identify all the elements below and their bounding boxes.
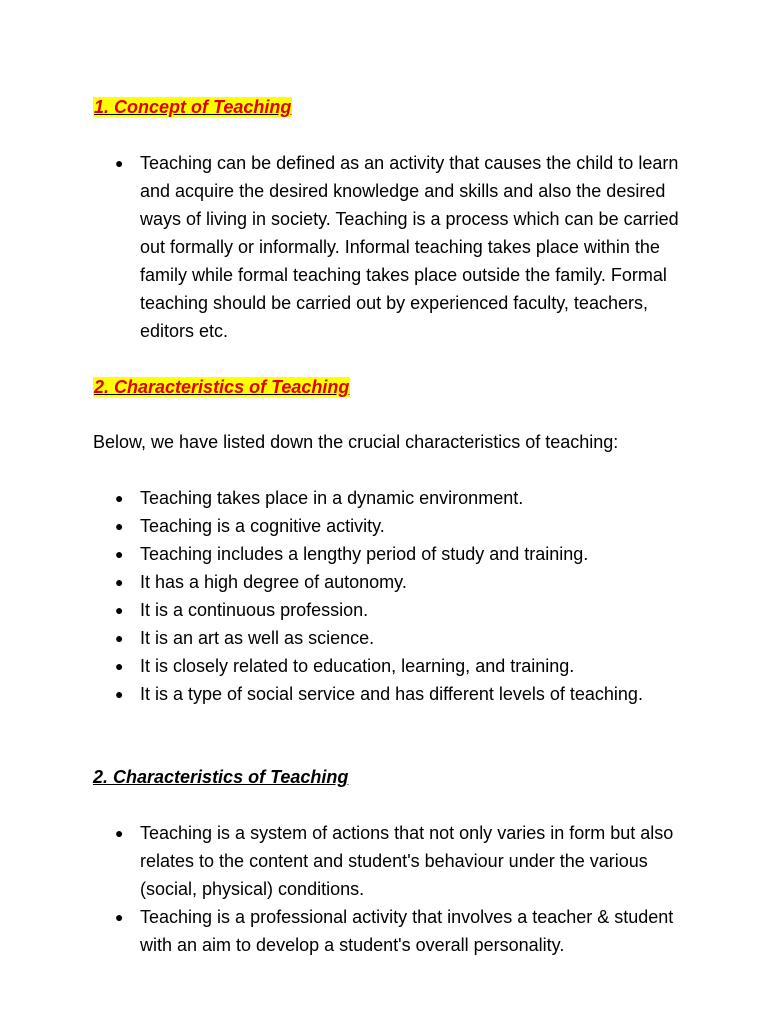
list-item-text: Teaching can be defined as an activity that causes the child to learn and acquire the desired knowledge and skills and also the desired ways of living in society. Teaching is a process which can be carried out formally or informally. Informal teaching takes place within the family while formal teaching takes place outside the family. Formal teaching should be carried out by experienced faculty, teachers, editors etc. (140, 153, 679, 341)
bullet-icon: ● (115, 658, 124, 674)
heading-text: 2. Characteristics of Teaching (93, 767, 349, 787)
bullet-icon: ● (115, 630, 124, 646)
bullet-icon: ● (115, 686, 124, 702)
list-item (93, 624, 693, 652)
list-item-text: It is closely related to education, learning, and training. (140, 656, 575, 676)
characteristics-intro: Below, we have listed down the crucial characteristics of teaching: (93, 432, 619, 452)
bullet-icon: ● (115, 825, 124, 841)
list-item (93, 540, 693, 568)
section-heading-characteristics-repeat (93, 766, 348, 788)
bullet-icon: ● (115, 518, 124, 534)
list-item (93, 596, 693, 624)
list-item-text: Teaching takes place in a dynamic environment. (140, 488, 524, 508)
heading-text: 2. Characteristics of Teaching (94, 377, 350, 397)
list-item (93, 652, 693, 680)
list-item-text: It is a continuous profession. (140, 600, 369, 620)
heading-text: 1. Concept of Teaching (94, 97, 292, 117)
list-item (93, 149, 693, 345)
list-item-text: It is an art as well as science. (140, 628, 375, 648)
list-item (93, 680, 693, 708)
section-heading-concept (93, 96, 292, 118)
list-item-text: Teaching includes a lengthy period of study and training. (140, 544, 589, 564)
bullet-icon: ● (115, 602, 124, 618)
concept-bullet-list (93, 149, 693, 345)
bullet-icon: ● (115, 909, 124, 925)
list-item (93, 484, 693, 512)
list-item (93, 903, 693, 959)
bullet-icon: ● (115, 546, 124, 562)
list-item-text: Teaching is a cognitive activity. (140, 516, 385, 536)
list-item-text: Teaching is a system of actions that not only varies in form but also relates to the content and student's behaviour under the various (social, physical) conditions. (140, 823, 674, 899)
list-item (93, 819, 693, 903)
bullet-icon: ● (115, 490, 124, 506)
characteristics-detail-bullet-list (93, 819, 693, 959)
list-item-text: Teaching is a professional activity that involves a teacher & student with an aim to develop a student's overall personality. (140, 907, 674, 955)
characteristics-bullet-list (93, 484, 693, 708)
list-item (93, 568, 693, 596)
section-heading-characteristics (93, 376, 350, 398)
list-item (93, 512, 693, 540)
list-item-text: It is a type of social service and has different levels of teaching. (140, 684, 643, 704)
bullet-icon: ● (115, 155, 124, 171)
list-item-text: It has a high degree of autonomy. (140, 572, 407, 592)
bullet-icon: ● (115, 574, 124, 590)
